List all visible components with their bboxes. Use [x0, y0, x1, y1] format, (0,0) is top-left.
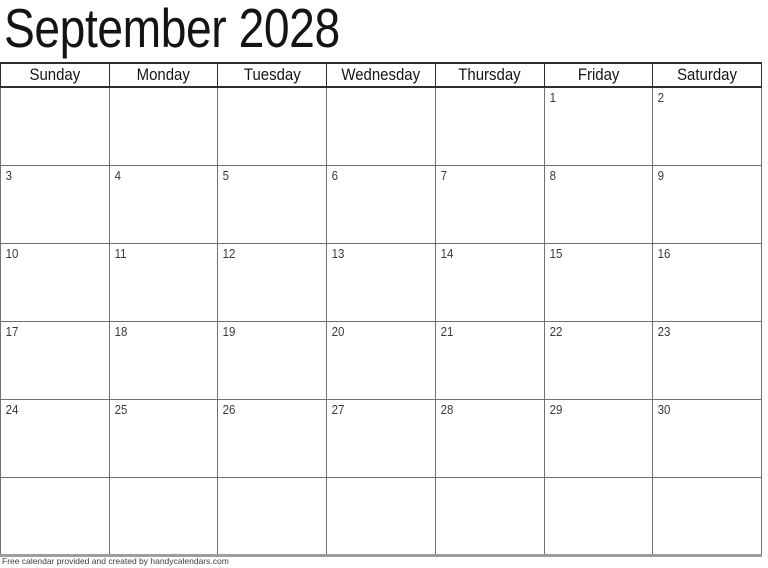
weekday-header-wednesday [327, 63, 436, 87]
day-number: 10 [5, 246, 19, 261]
weekday-label: Tuesday [243, 65, 301, 84]
day-cell [109, 321, 218, 399]
day-cell [653, 243, 762, 321]
day-cell [109, 87, 218, 165]
weekday-header-thursday [435, 63, 544, 87]
weekday-label: Friday [577, 65, 620, 84]
weekday-header-saturday [653, 63, 762, 87]
day-number: 11 [114, 246, 127, 261]
calendar-title: September 2028 [4, 0, 340, 59]
day-number [327, 98, 332, 101]
day-number: 9 [657, 168, 665, 183]
day-cell [544, 243, 653, 321]
day-number: 14 [440, 246, 454, 261]
day-number: 21 [440, 324, 454, 339]
day-number [218, 488, 223, 491]
day-cell [1, 321, 110, 399]
day-cell [327, 87, 436, 165]
day-number [545, 488, 550, 491]
day-number: 13 [331, 246, 345, 261]
day-cell [1, 87, 110, 165]
day-cell [653, 477, 762, 555]
day-cell [109, 243, 218, 321]
day-number: 27 [331, 402, 345, 417]
day-cell [653, 87, 762, 165]
day-cell [435, 87, 544, 165]
day-number: 22 [549, 324, 562, 339]
weekday-label: Monday [136, 65, 191, 84]
day-cell [109, 399, 218, 477]
week-row [1, 399, 762, 477]
day-number: 6 [331, 168, 339, 183]
day-cell [544, 399, 653, 477]
day-cell [653, 399, 762, 477]
day-cell [218, 321, 327, 399]
calendar-grid [0, 62, 762, 557]
day-cell [435, 399, 544, 477]
day-number: 30 [657, 402, 671, 417]
day-number [653, 488, 658, 491]
day-cell [544, 321, 653, 399]
day-cell [218, 477, 327, 555]
day-cell [109, 165, 218, 243]
day-cell [109, 477, 218, 555]
day-number [436, 98, 441, 101]
weekday-label: Wednesday [341, 65, 421, 84]
day-number: 1 [549, 91, 556, 105]
day-cell [544, 87, 653, 165]
day-cell [435, 165, 544, 243]
day-number [1, 98, 6, 101]
day-number: 25 [114, 402, 128, 417]
day-number [218, 98, 223, 101]
day-number: 19 [223, 324, 236, 339]
day-cell [327, 477, 436, 555]
weekday-label: Sunday [29, 65, 81, 84]
day-cell [327, 165, 436, 243]
week-row [1, 477, 762, 555]
day-number: 28 [440, 402, 454, 417]
day-number: 16 [657, 246, 671, 261]
calendar-body [1, 87, 762, 555]
weekday-header-monday [109, 63, 218, 87]
weekday-label: Thursday [458, 65, 521, 84]
day-number: 12 [223, 246, 236, 261]
day-number: 24 [5, 402, 19, 417]
week-row [1, 87, 762, 165]
day-number: 2 [657, 91, 665, 105]
day-cell [653, 321, 762, 399]
day-number [110, 98, 115, 101]
day-cell [435, 321, 544, 399]
day-cell [327, 321, 436, 399]
day-number: 23 [657, 324, 671, 339]
weekday-label: Saturday [677, 65, 738, 84]
day-number [327, 488, 332, 491]
day-cell [1, 477, 110, 555]
week-row [1, 243, 762, 321]
day-cell [544, 477, 653, 555]
weekday-header-sunday [1, 63, 110, 87]
day-number: 26 [223, 402, 236, 417]
weekday-header-row [1, 63, 762, 87]
day-cell [218, 243, 327, 321]
day-number: 18 [114, 324, 128, 339]
day-number: 7 [440, 168, 447, 183]
day-cell [435, 477, 544, 555]
day-number: 8 [549, 168, 556, 183]
day-number: 3 [5, 168, 12, 183]
day-cell [1, 399, 110, 477]
day-cell [435, 243, 544, 321]
day-cell [218, 87, 327, 165]
day-cell [218, 165, 327, 243]
day-number: 15 [549, 246, 562, 261]
day-number: 17 [5, 324, 19, 339]
day-number: 4 [114, 168, 121, 183]
day-cell [218, 399, 327, 477]
day-cell [1, 165, 110, 243]
day-number: 20 [331, 324, 345, 339]
day-cell [544, 165, 653, 243]
footer-credit-text: Free calendar provided and created by handycalendars.com [2, 556, 229, 566]
day-number: 29 [549, 402, 562, 417]
day-cell [653, 165, 762, 243]
day-number [1, 488, 6, 491]
weekday-header-friday [544, 63, 653, 87]
day-cell [327, 243, 436, 321]
day-number [110, 488, 115, 491]
weekday-header-tuesday [218, 63, 327, 87]
day-cell [1, 243, 110, 321]
week-row [1, 321, 762, 399]
day-number: 5 [223, 168, 230, 183]
day-number [436, 488, 441, 491]
day-cell [327, 399, 436, 477]
week-row [1, 165, 762, 243]
